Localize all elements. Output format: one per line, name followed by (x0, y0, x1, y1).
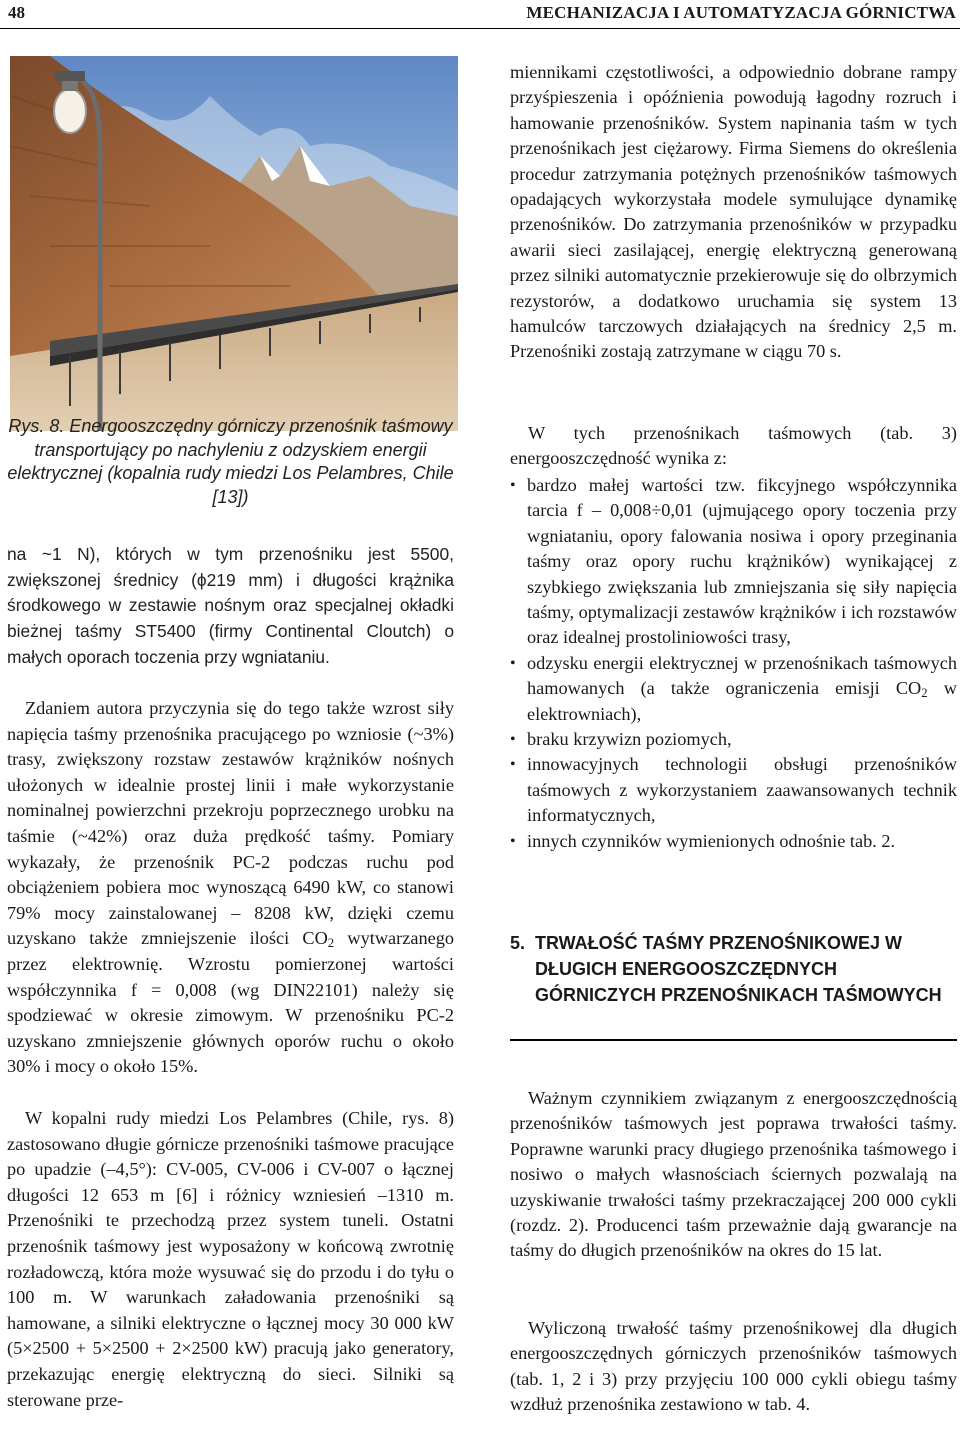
header-rule (0, 28, 960, 29)
section-rule (510, 1039, 957, 1041)
list-item: • bardzo małej wartości tzw. fikcyjnego współczynnika tarcia f – 0,008÷0,01 (ujmującego opory toczenia przy wgniataniu, opory falowania nosiwa i opory przeginania taśmy oraz opory ruchu krążników) wynikającej z szybkiego zwiększania lub zmniejszania się siły napięcia taśmy, optymalizacji zestawów krążników i ich rozstawów oraz idealnej prostoliniowości trasy, (510, 475, 957, 648)
page-header (0, 0, 960, 30)
list-item: • odzysku energii elektrycznej w przenośnikach taśmowych hamowanych (a także ograniczenia emisji $CO_2$ w elektrowniach), (510, 652, 957, 724)
left-paragraph-1: na ~1 N), których w tym przenośniku jest 5500, zwiększonej średnicy (ϕ219 mm) i długości krążnika środkowego w zestawie nośnym oraz specjalnej okładki bieżnej taśmy ST5400 (firmy Continental Cloutch) o małych oporach toczenia przy wgniataniu. (7, 544, 454, 667)
section-heading (510, 930, 957, 1008)
conveyor-photo (10, 56, 458, 431)
right-paragraph-3: Ważnym czynnikiem związanym z energooszczędnością przenośników taśmowych jest poprawa trwałości taśmy. Poprawne warunki pracy długiego przenośnika taśmowego i nosiwo o małych własnościach ściernych pozwalają na uzyskiwanie trwałości taśmy przekraczającej 200 000 cykli (rozdz. 2). Producenci taśm przeważnie dają gwarancje na taśmy do długich przenośników na okres do 15 lat. (510, 1088, 957, 1261)
list-item: • braku krzywizn poziomych, (510, 729, 732, 750)
list-item: • innowacyjnych technologii obsługi przenośników taśmowych z wykorzystaniem zaawansowanych technik informatycznych, (510, 754, 957, 826)
section-number: 5. (510, 933, 526, 953)
conveyor-photo-illustration (10, 56, 458, 431)
right-paragraph-1: miennikami częstotliwości, a odpowiednio dobrane rampy przyśpieszenia i opóźnienia powodują łagodny rozruch i hamowanie przenośników. System napinania taśm w tych przenośnikach jest ciężarowy. Firma Siemens do określenia procedur zatrzymania potężnych przenośników taśmowych opadających wykorzystała modele symulujące dynamikę przenośników. Do zatrzymania przenośników w przypadku awarii sieci zasilającej, energię elektryczną generowaną przez silniki automatycznie przekierowuje się do olbrzymich rezystorów, a dodatkowo uruchamia się system 13 hamulców tarczowych działających na średnicy 2,5 m. Przenośniki zostają zatrzymane w ciągu 70 s. (510, 62, 957, 362)
section-title: TRWAŁOŚĆ TAŚMY PRZENOŚNIKOWEJ W DŁUGICH ENERGOOSZCZĘDNYCH GÓRNICZYCH PRZENOŚNIKACH TAŚMOWYCH (535, 933, 942, 1005)
left-paragraph-3: W kopalni rudy miedzi Los Pelambres (Chile, rys. 8) zastosowano długie górnicze przenośniki taśmowe pracujące po upadzie (–4,5°): CV-005, CV-006 i CV-007 o łącznej długości 12 653 m [6] i różnicy wzniesień –1310 m. Przenośniki te przechodzą przez system tuneli. Ostatni przenośnik taśmowy jest wyposażony w końcową zwrotnię rozładowczą, która może wysuwać się do przodu i do tyłu o 100 m. W warunkach załadowania przenośniki są hamowane, a silniki elektryczne o łącznej mocy 30 000 kW (5×2500 + 5×2500 + 2×2500 kW) pracują jako generatory, przekazując energię elektryczną do sieci. Silniki są sterowane prze- (7, 1108, 454, 1410)
left-paragraph-2: Zdaniem autora przyczynia się do tego także wzrost siły napięcia taśmy przenośnika pracującego po wzniosie (~3%) trasy, zwiększony rozstaw zestawów krążników nośnych ułożonych w idealnie prostej linii i małe wykorzystanie nominalnej powierzchni przekroju poprzecznego urobku na taśmie (~42%) oraz duża prędkość taśmy. Pomiary wykazały, że przenośnik PC-2 podczas ruchu pod obciążeniem pobiera moc wynoszącą 6490 kW, co stanowi 79% mocy zainstalowanej – 8208 kW, dzięki czemu uzyskano także zmniejszenie ilości $CO_2$ wytwarzanego przez elektrownię. Wzrostu pomierzonej wartości współczynnika f = 0,008 (wg DIN22101) należy się spodziewać w okresie zimowym. W przenośniku PC-2 uzyskano zmniejszenie głównych oporów ruchu o około 30% i mocy o około 15%. (7, 698, 454, 1077)
right-paragraph-4: Wyliczoną trwałość taśmy przenośnikowej dla długich energooszczędnych górniczych przenośników taśmowych (tab. 1, 2 i 3) przy przyjęciu 100 000 cykli obiegu taśmy wzdłuż przenośnika zestawiono w tab. 4. (510, 1318, 957, 1415)
list-item: • innych czynników wymienionych odnośnie tab. 2. (510, 830, 896, 851)
page-number: 48 (8, 3, 25, 22)
figure-caption: Rys. 8. Energooszczędny górniczy przenośnik taśmowy transportujący po nachyleniu z odzyskiem energii elektrycznej (kopalnia rudy miedzi Los Pelambres, Chile [13]) (7, 416, 454, 507)
bullet-list (510, 473, 957, 854)
right-paragraph-2: W tych przenośnikach taśmowych (tab. 3) energooszczędność wynika z: (510, 423, 957, 469)
journal-title: MECHANIZACJA I AUTOMATYZACJA GÓRNICTWA (526, 3, 956, 22)
